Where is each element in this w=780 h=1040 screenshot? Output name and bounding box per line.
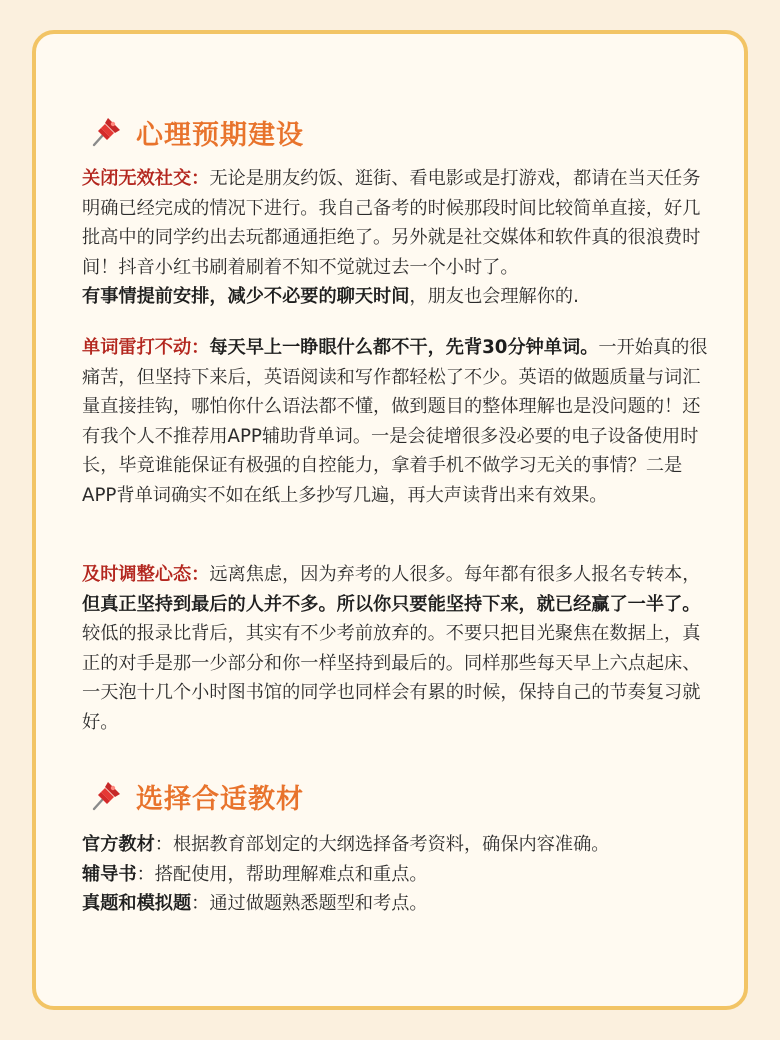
paragraph-text: ，朋友也会理解你的. (409, 286, 579, 307)
item-label: 官方教材 (82, 834, 155, 855)
materials-list (82, 830, 712, 919)
paragraph-label: 单词雷打不动： (82, 337, 210, 358)
pushpin-icon (88, 778, 124, 814)
pushpin-icon (88, 114, 124, 150)
item-label: 真题和模拟题 (82, 893, 192, 914)
item-text: ：通过做题熟悉题型和考点。 (191, 893, 428, 914)
section-heading-expectations (88, 112, 304, 152)
list-item (82, 860, 712, 890)
paragraph-text: 一开始真的很痛苦，但坚持下来后，英语阅读和写作都轻松了不少。英语的做题质量与词汇量直接挂钩，哪怕你什么语法都不懂，做到题目的整体理解也是没问题的！还有我个人不推荐用APP辅助背单词。一是会徒增很多没必要的电子设备使用时长，毕竟谁能保证有极强的自控能力，拿着手机不做学习无关的事情？二是APP背单词确实不如在纸上多抄写几遍，再大声读背出来有效果。 (82, 337, 708, 506)
paragraph-social (82, 164, 712, 312)
paragraph-label: 关闭无效社交： (82, 168, 210, 189)
content-card (32, 30, 748, 1010)
paragraph-vocabulary (82, 333, 712, 510)
paragraph-text: 无论是朋友约饭、逛街、看电影或是打游戏，都请在当天任务明确已经完成的情况下进行。我自己备考的时候那段时间比较简单直接，好几批高中的同学约出去玩都通通拒绝了。另外就是社交媒体和软件真的很浪费时间！抖音小红书刷着刷着不知不觉就过去一个小时了。 (82, 168, 701, 278)
list-item (82, 889, 712, 919)
item-text: ：根据教育部划定的大纲选择备考资料，确保内容准确。 (154, 834, 610, 855)
paragraph-mindset (82, 560, 712, 737)
item-label: 辅导书 (82, 863, 137, 885)
paragraph-bold-text: 有事情提前安排，减少不必要的聊天时间 (82, 286, 410, 307)
paragraph-text: 较低的报录比背后，其实有不少考前放弃的。不要只把目光聚焦在数据上，真正的对手是那一少部分和你一样坚持到最后的。同样那些每天早上六点起床、一天泡十几个小时图书馆的同学也同样会有累的时候，保持自己的节奏复习就好。 (82, 623, 701, 733)
paragraph-bold-text: 每天早上一睁眼什么都不干，先背30分钟单词。 (209, 337, 599, 358)
section-heading-materials (88, 776, 304, 816)
section-title: 心理预期建设 (136, 119, 304, 151)
paragraph-label: 及时调整心态： (82, 564, 210, 585)
paragraph-bold-text: 但真正坚持到最后的人并不多。所以你只要能坚持下来，就已经赢了一半了。 (82, 593, 701, 615)
item-text: ：搭配使用，帮助理解难点和重点。 (136, 863, 428, 885)
list-item (82, 830, 712, 860)
section-title: 选择合适教材 (136, 783, 304, 815)
paragraph-text: 远离焦虑，因为弃考的人很多。每年都有很多人报名专转本， (209, 564, 701, 585)
